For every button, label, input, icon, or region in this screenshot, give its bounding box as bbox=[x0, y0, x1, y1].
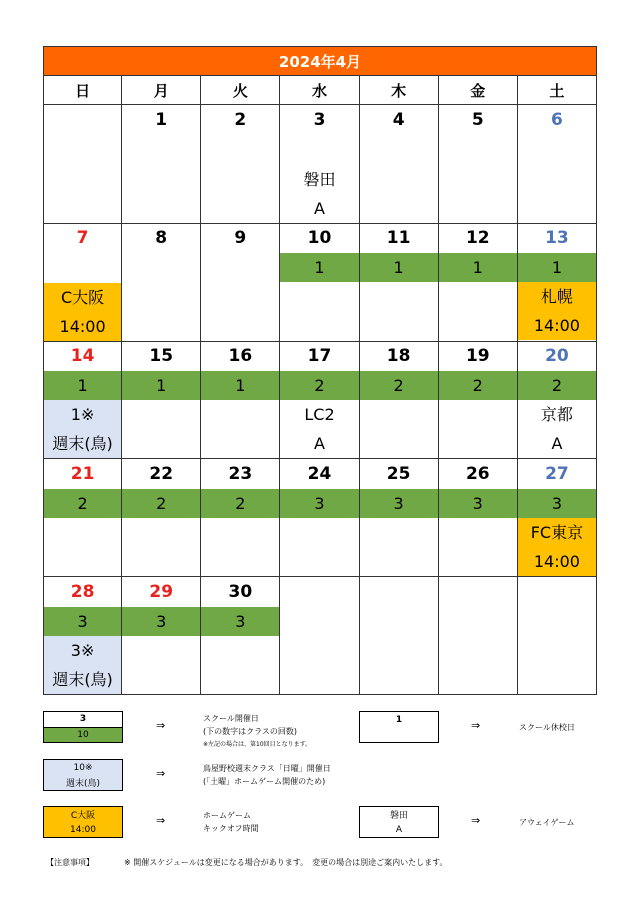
arrow-icon: ⇒ bbox=[471, 814, 481, 827]
legend-school-day-text bbox=[203, 712, 311, 751]
class-session-band: 3 bbox=[439, 489, 517, 518]
day-cell bbox=[439, 105, 518, 224]
day-number: 8 bbox=[155, 228, 168, 248]
day-number bbox=[439, 577, 517, 607]
day-cell bbox=[201, 105, 280, 224]
class-session-band: 2 bbox=[280, 371, 358, 400]
weekday-label: 土 bbox=[517, 76, 597, 105]
day-cell bbox=[280, 577, 359, 695]
class-session-band: 2 bbox=[44, 489, 121, 518]
day-number: 16 bbox=[228, 346, 253, 366]
week-row bbox=[43, 105, 597, 223]
day-cell bbox=[439, 341, 518, 459]
event-block bbox=[518, 518, 596, 576]
day-number: 10 bbox=[307, 228, 332, 248]
legend-note: ※左記の場合は、第10回目となります。 bbox=[203, 741, 312, 748]
day-cell bbox=[280, 459, 359, 577]
class-session-band: 3 bbox=[201, 607, 279, 636]
day-cell bbox=[201, 577, 280, 695]
notice-text: ※ 開催スケジュールは変更になる場合があります。 変更の場合は別途ご案内いたします。 bbox=[124, 858, 448, 867]
day-cell bbox=[201, 223, 280, 342]
event-line: 週末(鳥) bbox=[52, 670, 113, 689]
day-cell bbox=[43, 341, 122, 459]
legend-weekend-swatch bbox=[43, 759, 123, 791]
day-cell bbox=[122, 105, 201, 224]
legend-line: スクール開催日 bbox=[203, 714, 259, 723]
legend-school-closed-swatch bbox=[359, 711, 439, 743]
day-cell bbox=[122, 577, 201, 695]
day-number: 14 bbox=[70, 346, 95, 366]
day-number: 11 bbox=[386, 228, 411, 248]
day-cell bbox=[360, 105, 439, 224]
day-number: 17 bbox=[307, 346, 332, 366]
event-line: 京都 bbox=[540, 405, 573, 424]
legend-away-game-swatch bbox=[359, 806, 439, 838]
day-number bbox=[360, 577, 438, 607]
week-row bbox=[43, 223, 597, 341]
legend-line: 鳥屋野校週末クラス「日曜」開催日 bbox=[203, 764, 331, 773]
day-number: 12 bbox=[465, 228, 490, 248]
day-cell bbox=[439, 577, 518, 695]
day-number bbox=[44, 105, 121, 135]
day-number: 24 bbox=[307, 464, 332, 484]
day-cell bbox=[518, 223, 597, 342]
class-session-band: 3 bbox=[360, 489, 438, 518]
day-cell bbox=[280, 341, 359, 459]
legend-home-game-text bbox=[203, 809, 259, 835]
day-cell bbox=[518, 105, 597, 224]
legend-line: (「土曜」ホームゲーム開催のため) bbox=[203, 777, 326, 786]
legend-swatch-bottom: 14:00 bbox=[70, 824, 96, 835]
event-block bbox=[44, 283, 121, 341]
weekday-label: 火 bbox=[200, 76, 280, 105]
event-block bbox=[518, 400, 596, 458]
event-line: 3※ bbox=[70, 641, 95, 660]
day-number: 7 bbox=[76, 228, 89, 248]
legend-weekend-text bbox=[203, 762, 331, 788]
day-cell bbox=[360, 577, 439, 695]
weekday-label: 金 bbox=[438, 76, 518, 105]
day-number: 29 bbox=[149, 582, 174, 602]
legend-line: ホームゲーム bbox=[203, 811, 251, 820]
day-number: 5 bbox=[471, 110, 484, 130]
day-cell bbox=[201, 459, 280, 577]
class-session-band: 1 bbox=[439, 253, 517, 282]
class-session-band: 1 bbox=[201, 371, 279, 400]
class-session-band: 2 bbox=[518, 371, 596, 400]
event-block bbox=[44, 636, 121, 694]
legend-swatch-top: 1 bbox=[395, 714, 403, 725]
weekday-header bbox=[43, 76, 597, 105]
weekday-label: 月 bbox=[121, 76, 201, 105]
class-session-band: 3 bbox=[122, 607, 200, 636]
class-session-band: 1 bbox=[44, 371, 121, 400]
legend-line: キックオフ時間 bbox=[203, 824, 259, 833]
legend-swatch-top: 10※ bbox=[73, 762, 93, 773]
day-cell bbox=[518, 341, 597, 459]
legend-home-game-swatch bbox=[43, 806, 123, 838]
day-number: 9 bbox=[234, 228, 247, 248]
class-session-band: 2 bbox=[360, 371, 438, 400]
day-cell bbox=[43, 577, 122, 695]
day-number: 27 bbox=[545, 464, 569, 484]
legend-swatch-bottom: 週末(鳥) bbox=[65, 779, 101, 789]
event-block bbox=[44, 400, 121, 458]
day-cell bbox=[518, 459, 597, 577]
legend-away-game-label: アウェイゲーム bbox=[519, 818, 575, 827]
day-cell bbox=[43, 459, 122, 577]
day-cell bbox=[439, 223, 518, 342]
event-line: A bbox=[314, 199, 325, 218]
class-session-band: 2 bbox=[439, 371, 517, 400]
legend-line: (下の数字はクラスの回数) bbox=[203, 727, 298, 736]
legend-swatch-top: 3 bbox=[79, 714, 87, 725]
day-cell bbox=[360, 223, 439, 342]
calendar bbox=[43, 46, 597, 695]
event-line: 1※ bbox=[70, 405, 95, 424]
arrow-icon: ⇒ bbox=[156, 767, 166, 780]
event-block bbox=[518, 282, 596, 340]
arrow-icon: ⇒ bbox=[156, 719, 166, 732]
day-number: 4 bbox=[392, 110, 405, 130]
legend-school-closed-label: スクール休校日 bbox=[519, 723, 575, 732]
event-line: 14:00 bbox=[533, 316, 580, 335]
day-cell bbox=[280, 105, 359, 224]
day-cell bbox=[201, 341, 280, 459]
day-cell bbox=[43, 105, 122, 224]
event-line: LC2 bbox=[304, 405, 335, 424]
day-cell bbox=[122, 223, 201, 342]
day-number: 3 bbox=[313, 110, 326, 130]
event-line: A bbox=[314, 434, 325, 453]
legend-swatch-bottom: A bbox=[395, 824, 403, 835]
weekday-label: 水 bbox=[279, 76, 359, 105]
day-cell bbox=[360, 341, 439, 459]
day-number: 2 bbox=[234, 110, 247, 130]
event-line: 14:00 bbox=[533, 552, 580, 571]
day-number: 26 bbox=[465, 464, 490, 484]
day-number: 22 bbox=[149, 464, 174, 484]
class-session-band: 3 bbox=[44, 607, 121, 636]
day-number: 30 bbox=[228, 582, 253, 602]
day-number: 19 bbox=[465, 346, 490, 366]
event-line: A bbox=[551, 434, 563, 453]
event-line: C大阪 bbox=[60, 288, 105, 307]
week-row bbox=[43, 577, 597, 695]
event-block bbox=[280, 400, 358, 458]
class-session-band: 1 bbox=[280, 253, 358, 282]
class-session-band: 1 bbox=[518, 253, 596, 282]
day-number bbox=[518, 577, 596, 607]
day-number: 23 bbox=[228, 464, 253, 484]
day-number: 6 bbox=[551, 110, 563, 130]
day-number: 15 bbox=[149, 346, 174, 366]
calendar-grid bbox=[43, 105, 597, 695]
day-number: 13 bbox=[545, 228, 569, 248]
arrow-icon: ⇒ bbox=[471, 719, 481, 732]
day-number: 1 bbox=[155, 110, 168, 130]
day-number: 28 bbox=[70, 582, 95, 602]
weekday-label: 日 bbox=[43, 76, 122, 105]
day-number: 21 bbox=[70, 464, 95, 484]
weekday-label: 木 bbox=[359, 76, 439, 105]
class-session-band: 2 bbox=[122, 489, 200, 518]
day-number bbox=[280, 577, 358, 607]
class-session-band: 3 bbox=[518, 489, 596, 518]
day-cell bbox=[280, 223, 359, 342]
week-row bbox=[43, 341, 597, 459]
event-line: 磐田 bbox=[303, 170, 336, 189]
arrow-icon: ⇒ bbox=[156, 814, 166, 827]
legend-swatch-top: C大阪 bbox=[70, 811, 96, 821]
day-cell bbox=[122, 459, 201, 577]
class-session-band: 3 bbox=[280, 489, 358, 518]
event-line: FC東京 bbox=[530, 523, 584, 542]
calendar-title: 2024年4月 bbox=[43, 46, 597, 76]
event-line: 14:00 bbox=[59, 317, 106, 336]
day-number: 18 bbox=[386, 346, 411, 366]
class-session-band: 2 bbox=[201, 489, 279, 518]
day-cell bbox=[43, 223, 122, 342]
day-cell bbox=[518, 577, 597, 695]
day-cell bbox=[122, 341, 201, 459]
legend-swatch-top: 磐田 bbox=[389, 811, 408, 821]
notice-label: 【注意事項】 bbox=[46, 858, 94, 867]
legend-swatch-bottom: 10 bbox=[44, 727, 122, 743]
event-line: 週末(鳥) bbox=[52, 434, 113, 453]
event-line: 札幌 bbox=[540, 287, 573, 306]
day-number: 20 bbox=[545, 346, 569, 366]
day-cell bbox=[360, 459, 439, 577]
legend-school-day-swatch bbox=[43, 711, 123, 743]
class-session-band: 1 bbox=[122, 371, 200, 400]
day-cell bbox=[439, 459, 518, 577]
event-block bbox=[280, 165, 358, 223]
week-row bbox=[43, 459, 597, 577]
day-number: 25 bbox=[386, 464, 411, 484]
class-session-band: 1 bbox=[360, 253, 438, 282]
